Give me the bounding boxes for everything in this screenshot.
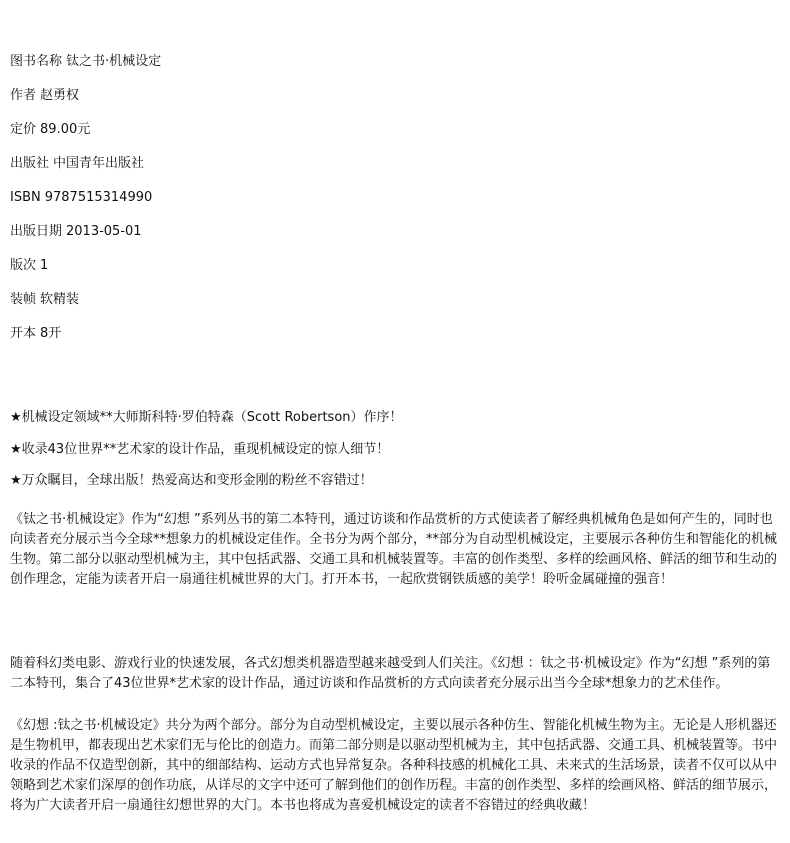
meta-price-row: [10, 120, 161, 154]
feature-item: ★机械设定领域**大师斯科特·罗伯特森（Scott Robertson）作序！: [10, 410, 403, 425]
detail-paragraph: 《幻想 :钛之书·机械设定》共分为两个部分。部分为自动型机械设定，主要以展示各种仿生、智能化机械生物为主。无论是人形机器还是生物机甲，都表现出艺术家们无与伦比的创造力。而第二部分则是以驱动型机械为主，其中包括武器、交通工具、机械装置等。书中收录的作品不仅造型创新，其中的细部结构、运动方式也异常复杂。各种科技感的机械化工具、未来式的生活场景，读者不仅可以从中领略到艺术家们深厚的创作功底，从详尽的文字中还可了解到他们的创作历程。丰富的创作类型、多样的绘画风格、鲜活的细节展示，将为广大读者开启一扇通往幻想世界的大门。本书也将成为喜爱机械设定的读者不容错过的经典收藏！: [10, 718, 778, 813]
feature-item: ★收录43位世界**艺术家的设计作品，重现机械设定的惊人细节！: [10, 441, 390, 457]
meta-value: 2013-05-01: [66, 224, 142, 239]
description-paragraph: 《钛之书·机械设定》作为“幻想 ”系列丛书的第二本特刊，通过访谈和作品赏析的方式使读者了解经典机械角色是如何产生的，同时也向读者充分展示当今全球**想象力的机械设定佳作。全书分为两个部分，**部分为自动型机械设定，主要展示各种仿生和智能化的机械生物。第二部分以驱动型机械为主，其中包括武器、交通工具和机械装置等。丰富的创作类型、多样的绘画风格、鲜活的细节和生动的创作理念，定能为读者开启一扇通往机械世界的大门。打开本书，一起欣赏钢铁质感的美学！聆听金属碰撞的强音！: [10, 512, 778, 587]
meta-isbn-row: [10, 188, 161, 222]
meta-date-row: [10, 222, 161, 256]
feature-list: [10, 408, 403, 503]
meta-label: 版次: [10, 258, 37, 273]
meta-label: 出版日期: [10, 224, 63, 239]
meta-label: ISBN: [10, 190, 41, 205]
meta-label: 出版社: [10, 156, 50, 171]
meta-value: 钛之书·机械设定: [66, 54, 162, 69]
meta-value: 1: [40, 258, 49, 273]
meta-author-row: [10, 86, 161, 120]
meta-format-row: [10, 324, 161, 358]
feature-item: ★万众瞩目，全球出版！热爱高达和变形金刚的粉丝不容错过！: [10, 473, 373, 488]
book-metadata: [10, 52, 161, 358]
meta-label: 定价: [10, 122, 37, 137]
meta-value: 9787515314990: [44, 190, 153, 205]
meta-edition-row: [10, 256, 161, 290]
meta-title-row: [10, 52, 161, 86]
meta-value: 软精装: [40, 292, 80, 307]
meta-publisher-row: [10, 154, 161, 188]
meta-value: 89.00元: [40, 122, 91, 137]
meta-value: 中国青年出版社: [53, 156, 145, 171]
meta-value: 8开: [40, 326, 62, 341]
meta-label: 作者: [10, 88, 37, 103]
meta-label: 开本: [10, 326, 37, 341]
meta-value: 赵勇权: [40, 88, 80, 103]
meta-label: 装帧: [10, 292, 37, 307]
intro-paragraph: 随着科幻类电影、游戏行业的快速发展，各式幻想类机器造型越来越受到人们关注。《幻想 ：钛之书·机械设定》作为“幻想 ”系列的第二本特刊，集合了43位世界*艺术家的设计作品，通过访谈和作品赏析的方式向读者充分展示出当今全球*想象力的艺术佳作。: [10, 656, 771, 691]
meta-label: 图书名称: [10, 54, 63, 69]
meta-binding-row: [10, 290, 161, 324]
